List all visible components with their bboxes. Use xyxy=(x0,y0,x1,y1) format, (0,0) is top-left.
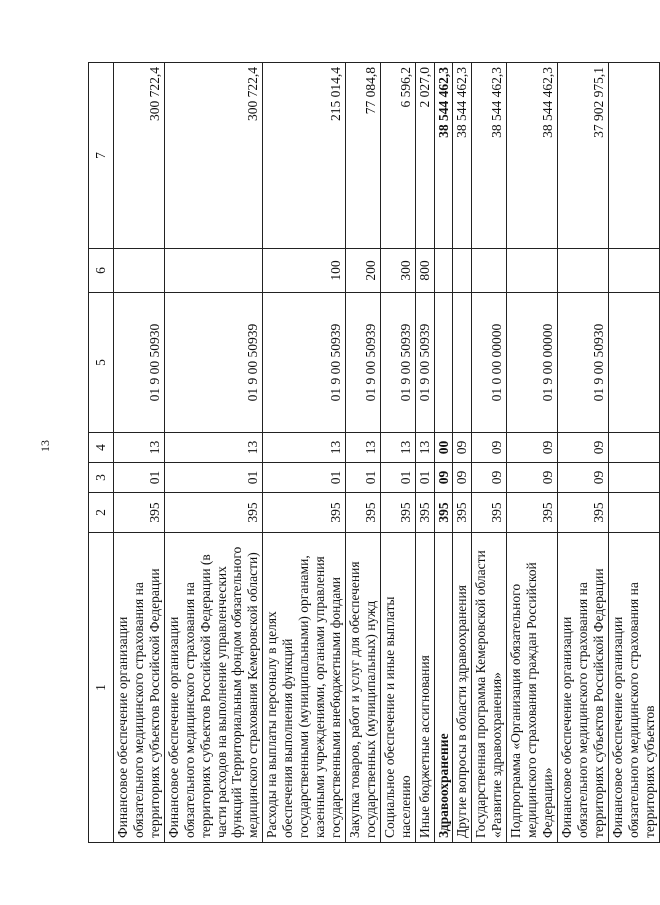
cell-expense-type xyxy=(608,249,659,293)
column-header: 1 xyxy=(89,533,114,843)
cell-expense-type xyxy=(507,249,558,293)
cell-expense-type xyxy=(164,249,263,293)
cell-expense-type: 200 xyxy=(345,249,380,293)
cell-ministry-code: 395 xyxy=(472,493,507,533)
cell-name: Подпрограмма «Организация обязательного медицинского страхования граждан Российской Федерации» xyxy=(507,533,558,843)
cell-section-code: 09 xyxy=(453,463,472,493)
cell-subsection-code: 13 xyxy=(345,433,380,463)
cell-section-code: 01 xyxy=(380,463,415,493)
table-row xyxy=(114,63,165,843)
cell-subsection-code: 13 xyxy=(415,433,434,463)
cell-target-article xyxy=(434,293,453,433)
cell-ministry-code: 395 xyxy=(380,493,415,533)
cell-name: Финансовое обеспечение организации обязательного медицинского страхования на территориях субъектов Российской Федерации xyxy=(557,533,608,843)
cell-name: Другие вопросы в области здравоохранения xyxy=(453,533,472,843)
cell-amount: 2 027,0 xyxy=(415,63,434,249)
cell-amount: 38 544 462,3 xyxy=(434,63,453,249)
cell-section-code: 01 xyxy=(114,463,165,493)
cell-target-article xyxy=(608,293,659,433)
cell-target-article: 01 9 00 50930 xyxy=(557,293,608,433)
column-header: 4 xyxy=(89,433,114,463)
cell-ministry-code: 395 xyxy=(557,493,608,533)
cell-target-article: 01 0 00 00000 xyxy=(472,293,507,433)
cell-section-code: 01 xyxy=(263,463,346,493)
cell-ministry-code: 395 xyxy=(263,493,346,533)
table-header-row xyxy=(89,63,114,843)
cell-name: Финансовое обеспечение организации обязательного медицинского страхования на территориях субъектов Российской Федерации (в части расходов на выполнение управленческих функций Территориальным фондом обязательного медицинского страхования Кемеровской области) xyxy=(164,533,263,843)
cell-expense-type: 100 xyxy=(263,249,346,293)
cell-subsection-code: 13 xyxy=(263,433,346,463)
table-row xyxy=(557,63,608,843)
cell-subsection-code: 09 xyxy=(557,433,608,463)
table-row xyxy=(415,63,434,843)
cell-expense-type: 300 xyxy=(380,249,415,293)
cell-target-article: 01 9 00 50930 xyxy=(114,293,165,433)
cell-subsection-code: 09 xyxy=(453,433,472,463)
cell-target-article: 01 9 00 50939 xyxy=(345,293,380,433)
cell-section-code: 01 xyxy=(415,463,434,493)
cell-target-article: 01 9 00 50939 xyxy=(415,293,434,433)
cell-amount: 38 544 462,3 xyxy=(453,63,472,249)
cell-subsection-code: 13 xyxy=(380,433,415,463)
cell-amount: 300 722,4 xyxy=(114,63,165,249)
cell-ministry-code: 395 xyxy=(415,493,434,533)
column-header: 7 xyxy=(89,63,114,249)
cell-name: Закупка товаров, работ и услуг для обеспечения государственных (муниципальных) нужд xyxy=(345,533,380,843)
cell-ministry-code xyxy=(608,493,659,533)
cell-ministry-code: 395 xyxy=(453,493,472,533)
cell-expense-type: 800 xyxy=(415,249,434,293)
cell-ministry-code: 395 xyxy=(345,493,380,533)
column-header: 2 xyxy=(89,493,114,533)
cell-name: Финансовое обеспечение организации обязательного медицинского страхования на территориях субъектов Российской Федерации xyxy=(114,533,165,843)
column-header: 6 xyxy=(89,249,114,293)
cell-name: Социальное обеспечение и иные выплаты населению xyxy=(380,533,415,843)
cell-subsection-code: 09 xyxy=(507,433,558,463)
table-row xyxy=(380,63,415,843)
cell-amount: 300 722,4 xyxy=(164,63,263,249)
cell-section-code: 09 xyxy=(507,463,558,493)
column-header: 3 xyxy=(89,463,114,493)
cell-expense-type xyxy=(472,249,507,293)
table-row xyxy=(164,63,263,843)
cell-amount: 6 596,2 xyxy=(380,63,415,249)
column-header: 5 xyxy=(89,293,114,433)
cell-name: Финансовое обеспечение организации обязательного медицинского страхования на территориях субъектов xyxy=(608,533,659,843)
page-number: 13 xyxy=(38,440,52,452)
cell-subsection-code xyxy=(608,433,659,463)
cell-expense-type xyxy=(557,249,608,293)
cell-ministry-code: 395 xyxy=(434,493,453,533)
cell-ministry-code: 395 xyxy=(114,493,165,533)
cell-section-code: 09 xyxy=(434,463,453,493)
cell-section-code: 01 xyxy=(345,463,380,493)
table-row xyxy=(434,63,453,843)
cell-expense-type xyxy=(453,249,472,293)
cell-amount xyxy=(608,63,659,249)
cell-subsection-code: 00 xyxy=(434,433,453,463)
cell-ministry-code: 395 xyxy=(164,493,263,533)
cell-name: Иные бюджетные ассигнования xyxy=(415,533,434,843)
cell-subsection-code: 13 xyxy=(164,433,263,463)
cell-expense-type xyxy=(434,249,453,293)
cell-section-code xyxy=(608,463,659,493)
table-row xyxy=(507,63,558,843)
cell-name: Расходы на выплаты персоналу в целях обеспечения выполнения функций государственными (муниципальными) органами, казенными учреждениями, органами управления государственными внебюджетными фондами xyxy=(263,533,346,843)
cell-target-article: 01 9 00 00000 xyxy=(507,293,558,433)
cell-target-article: 01 9 00 50939 xyxy=(263,293,346,433)
table-row xyxy=(608,63,659,843)
cell-amount: 77 084,8 xyxy=(345,63,380,249)
cell-target-article: 01 9 00 50939 xyxy=(164,293,263,433)
budget-table xyxy=(88,62,660,843)
cell-amount: 38 544 462,3 xyxy=(507,63,558,249)
cell-amount: 37 902 975,1 xyxy=(557,63,608,249)
table-row xyxy=(472,63,507,843)
cell-section-code: 09 xyxy=(472,463,507,493)
table-row xyxy=(345,63,380,843)
cell-section-code: 09 xyxy=(557,463,608,493)
cell-name: Государственная программа Кемеровской области «Развитие здравоохранения» xyxy=(472,533,507,843)
cell-section-code: 01 xyxy=(164,463,263,493)
table-row xyxy=(453,63,472,843)
cell-amount: 215 014,4 xyxy=(263,63,346,249)
table-row xyxy=(263,63,346,843)
cell-target-article: 01 9 00 50939 xyxy=(380,293,415,433)
cell-expense-type xyxy=(114,249,165,293)
cell-subsection-code: 09 xyxy=(472,433,507,463)
cell-subsection-code: 13 xyxy=(114,433,165,463)
rotated-page xyxy=(88,63,657,843)
cell-ministry-code: 395 xyxy=(507,493,558,533)
cell-name: Здравоохранение xyxy=(434,533,453,843)
cell-amount: 38 544 462,3 xyxy=(472,63,507,249)
cell-target-article xyxy=(453,293,472,433)
